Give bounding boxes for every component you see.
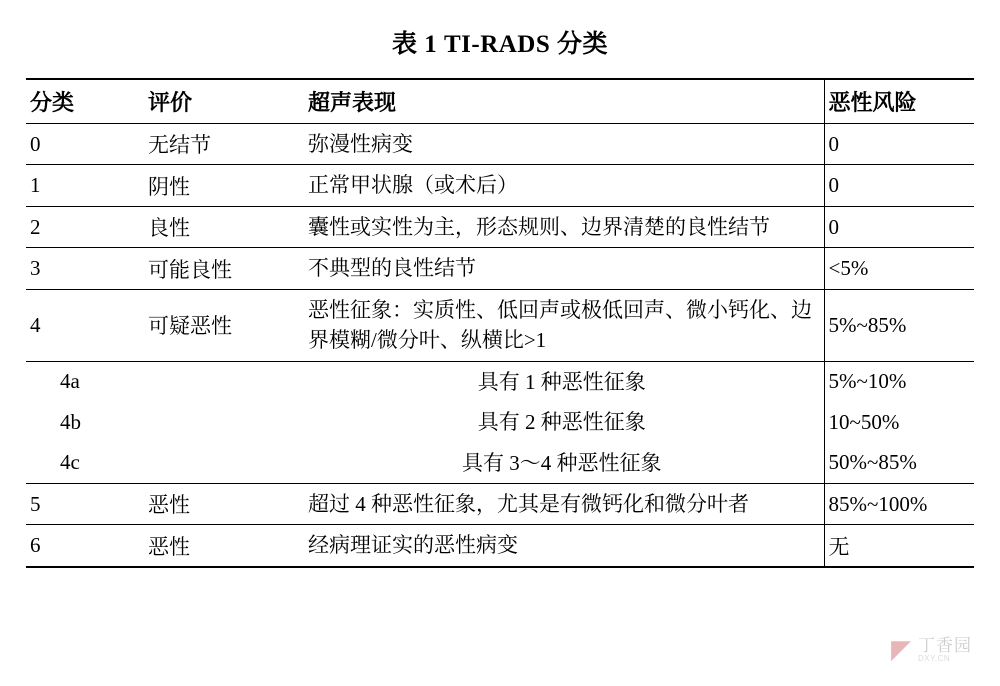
table-row xyxy=(26,165,974,206)
page-title: 表 1 TI-RADS 分类 xyxy=(391,31,609,58)
cell-ultrasound: 正常甲状腺（或术后） xyxy=(304,165,824,206)
cell-evaluation xyxy=(144,361,304,402)
table-row xyxy=(26,361,974,402)
cell-ultrasound: 囊性或实性为主，形态规则、边界清楚的良性结节 xyxy=(304,206,824,247)
cell-evaluation: 良性 xyxy=(144,206,304,247)
cell-evaluation: 无结节 xyxy=(148,133,211,158)
cell-ultrasound: 具有 1 种恶性征象 xyxy=(304,361,824,402)
cell-classification: 3 xyxy=(26,248,144,289)
cell-risk: 10~50% xyxy=(828,409,900,434)
cell-classification: 1 xyxy=(26,165,144,206)
table-row xyxy=(26,248,974,289)
cell-classification: 2 xyxy=(26,206,144,247)
table-row xyxy=(26,443,974,484)
table-row xyxy=(26,525,974,567)
cell-ultrasound: 弥漫性病变 xyxy=(304,124,824,165)
table-row xyxy=(26,289,974,361)
table-row xyxy=(26,124,974,165)
tirads-table xyxy=(26,78,974,568)
cell-evaluation xyxy=(144,402,304,442)
cell-classification: 4b xyxy=(60,409,81,434)
table-header xyxy=(26,79,974,124)
table-row xyxy=(26,402,974,442)
watermark-main-text: 丁香园 xyxy=(918,635,972,655)
column-header-ultrasound: 超声表现 xyxy=(304,79,824,124)
column-header-classification: 分类 xyxy=(26,79,144,124)
cell-classification: 0 xyxy=(30,131,41,156)
cell-risk: 5%~10% xyxy=(824,361,974,402)
column-header-evaluation: 评价 xyxy=(144,79,304,124)
cell-evaluation: 恶性 xyxy=(144,483,304,524)
cell-risk: 85%~100% xyxy=(824,483,974,524)
cell-evaluation: 可疑恶性 xyxy=(144,289,304,361)
cell-ultrasound: 恶性征象：实质性、低回声或极低回声、微小钙化、边界模糊/微分叶、纵横比>1 xyxy=(304,289,824,361)
cell-classification: 5 xyxy=(26,483,144,524)
cell-evaluation: 可能良性 xyxy=(144,248,304,289)
table-body xyxy=(26,124,974,567)
watermark-sub-text: DXY.CN xyxy=(918,654,951,664)
cell-risk: <5% xyxy=(824,248,974,289)
cell-risk: 无 xyxy=(824,525,974,567)
cell-risk: 0 xyxy=(828,131,839,156)
cell-classification: 4 xyxy=(26,289,144,361)
cell-risk: 5%~85% xyxy=(824,289,974,361)
cell-evaluation: 阴性 xyxy=(144,165,304,206)
cell-ultrasound: 经病理证实的恶性病变 xyxy=(304,525,824,567)
watermark xyxy=(891,637,972,664)
cell-classification: 6 xyxy=(26,525,144,567)
cell-ultrasound: 具有 2 种恶性征象 xyxy=(304,402,824,442)
header-row xyxy=(26,79,974,124)
table-row xyxy=(26,483,974,524)
cell-ultrasound: 具有 3～4 种恶性征象 xyxy=(304,443,824,484)
cell-risk: 50%~85% xyxy=(828,450,917,475)
cell-classification: 4c xyxy=(60,450,80,475)
cell-ultrasound: 超过 4 种恶性征象，尤其是有微钙化和微分叶者 xyxy=(304,483,824,524)
cell-evaluation xyxy=(144,443,304,484)
table-row xyxy=(26,206,974,247)
cell-risk: 0 xyxy=(824,206,974,247)
watermark-text xyxy=(918,637,972,664)
cell-classification: 4a xyxy=(26,361,144,402)
cell-risk: 0 xyxy=(824,165,974,206)
cell-evaluation: 恶性 xyxy=(144,525,304,567)
watermark-logo-icon: ◤ xyxy=(891,635,911,666)
column-header-risk: 恶性风险 xyxy=(824,79,974,124)
cell-ultrasound: 不典型的良性结节 xyxy=(304,248,824,289)
